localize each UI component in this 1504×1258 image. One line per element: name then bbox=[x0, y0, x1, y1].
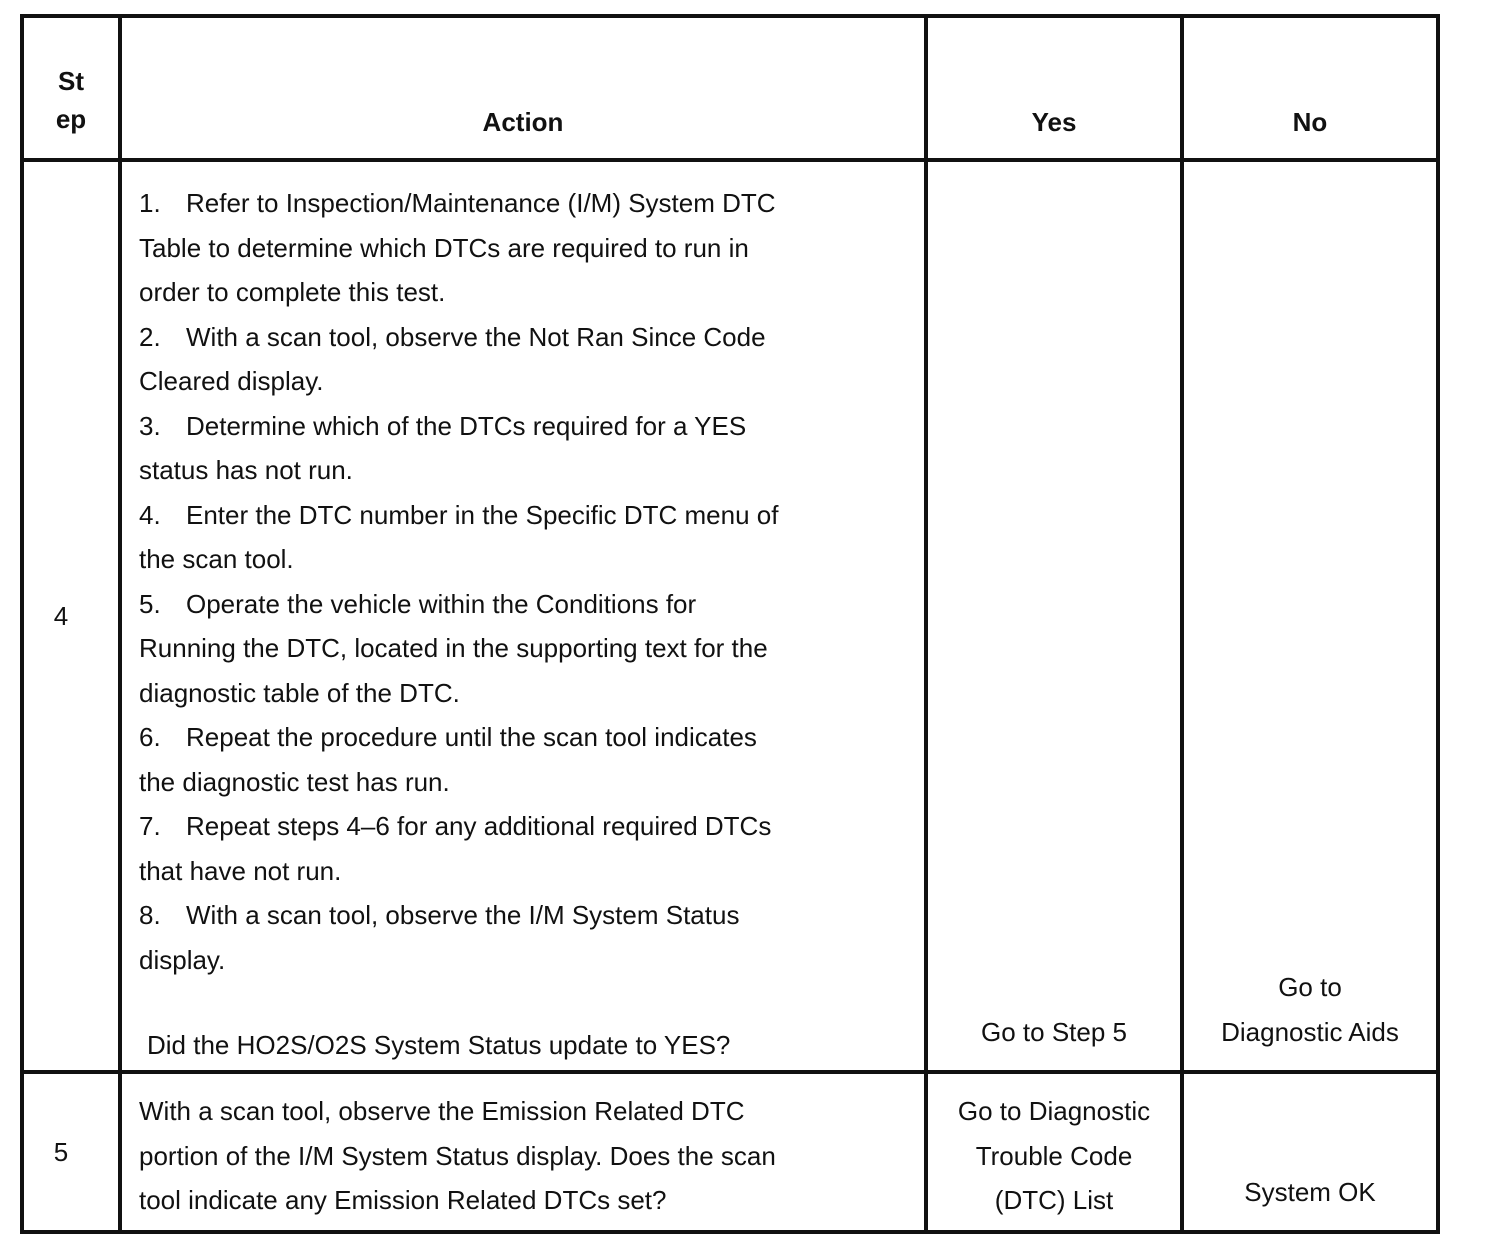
action-list bbox=[139, 181, 924, 982]
action-list-item bbox=[139, 671, 924, 716]
item-text: Cleared display. bbox=[139, 366, 324, 396]
action-cell bbox=[120, 160, 926, 1072]
action-list-item bbox=[139, 893, 924, 938]
action-text-line: With a scan tool, observe the Emission Related DTC bbox=[139, 1096, 745, 1126]
item-text: the scan tool. bbox=[139, 544, 294, 574]
item-text: order to complete this test. bbox=[139, 277, 446, 307]
action-list-item bbox=[139, 626, 924, 671]
action-list-item bbox=[139, 226, 924, 271]
action-list-item bbox=[139, 582, 924, 627]
item-number: 1. bbox=[139, 188, 161, 218]
no-result: System OK bbox=[1182, 1072, 1438, 1232]
header-yes: Yes bbox=[926, 16, 1182, 160]
item-text: diagnostic table of the DTC. bbox=[139, 677, 460, 708]
action-list-item bbox=[139, 181, 924, 226]
action-list-item bbox=[139, 537, 924, 582]
table-row-step-4 bbox=[22, 160, 1438, 1072]
item-text: With a scan tool, observe the I/M System Status bbox=[186, 900, 740, 930]
item-number: 5. bbox=[139, 588, 161, 619]
item-number: 4. bbox=[139, 499, 161, 530]
action-list-item bbox=[139, 315, 924, 360]
action-list-item bbox=[139, 804, 924, 849]
action-text-line: portion of the I/M System Status display. Does the scan bbox=[139, 1140, 776, 1171]
item-number: 6. bbox=[139, 722, 161, 752]
item-text: Table to determine which DTCs are required to run in bbox=[139, 232, 749, 263]
item-text: display. bbox=[139, 944, 226, 975]
action-list-item bbox=[139, 448, 924, 493]
header-action: Action bbox=[120, 16, 926, 160]
action-cell bbox=[120, 1072, 926, 1232]
action-list-item bbox=[139, 270, 924, 315]
item-text: Refer to Inspection/Maintenance (I/M) System DTC bbox=[186, 188, 776, 218]
action-list-item bbox=[139, 938, 924, 983]
header-step: St ep bbox=[22, 16, 120, 160]
action-list-item bbox=[139, 715, 924, 760]
step-question: Did the HO2S/O2S System Status update to YES? bbox=[147, 1030, 731, 1060]
item-text: the diagnostic test has run. bbox=[139, 766, 450, 797]
item-text: Enter the DTC number in the Specific DTC menu of bbox=[186, 499, 779, 530]
item-text: that have not run. bbox=[139, 855, 342, 886]
item-text: Running the DTC, located in the supporting text for the bbox=[139, 633, 768, 663]
action-list-item bbox=[139, 359, 924, 404]
step-number: 5 bbox=[22, 1072, 120, 1232]
item-text: With a scan tool, observe the Not Ran Since Code bbox=[186, 321, 766, 352]
action-list-item bbox=[139, 404, 924, 449]
item-number: 2. bbox=[139, 321, 161, 352]
step-number: 4 bbox=[22, 160, 120, 1072]
yes-result: Go to Step 5 bbox=[926, 160, 1182, 1072]
action-text-line: tool indicate any Emission Related DTCs set? bbox=[139, 1185, 667, 1215]
action-list-item bbox=[139, 493, 924, 538]
table-header-row bbox=[22, 16, 1438, 160]
diagnostic-steps-table bbox=[20, 14, 1440, 1234]
item-number: 8. bbox=[139, 900, 161, 930]
item-text: Determine which of the DTCs required for a YES bbox=[186, 410, 747, 441]
header-no: No bbox=[1182, 16, 1438, 160]
item-text: Repeat the procedure until the scan tool indicates bbox=[186, 722, 757, 752]
item-number: 7. bbox=[139, 811, 161, 841]
table-row-step-5 bbox=[22, 1072, 1438, 1232]
item-text: Repeat steps 4–6 for any additional required DTCs bbox=[186, 811, 772, 841]
no-result: Go to Diagnostic Aids bbox=[1182, 160, 1438, 1072]
item-text: Operate the vehicle within the Conditions for bbox=[186, 588, 697, 619]
action-list-item bbox=[139, 849, 924, 894]
item-text: status has not run. bbox=[139, 455, 353, 485]
action-list-item bbox=[139, 760, 924, 805]
item-number: 3. bbox=[139, 410, 161, 441]
yes-result: Go to Diagnostic Trouble Code (DTC) List bbox=[926, 1072, 1182, 1232]
